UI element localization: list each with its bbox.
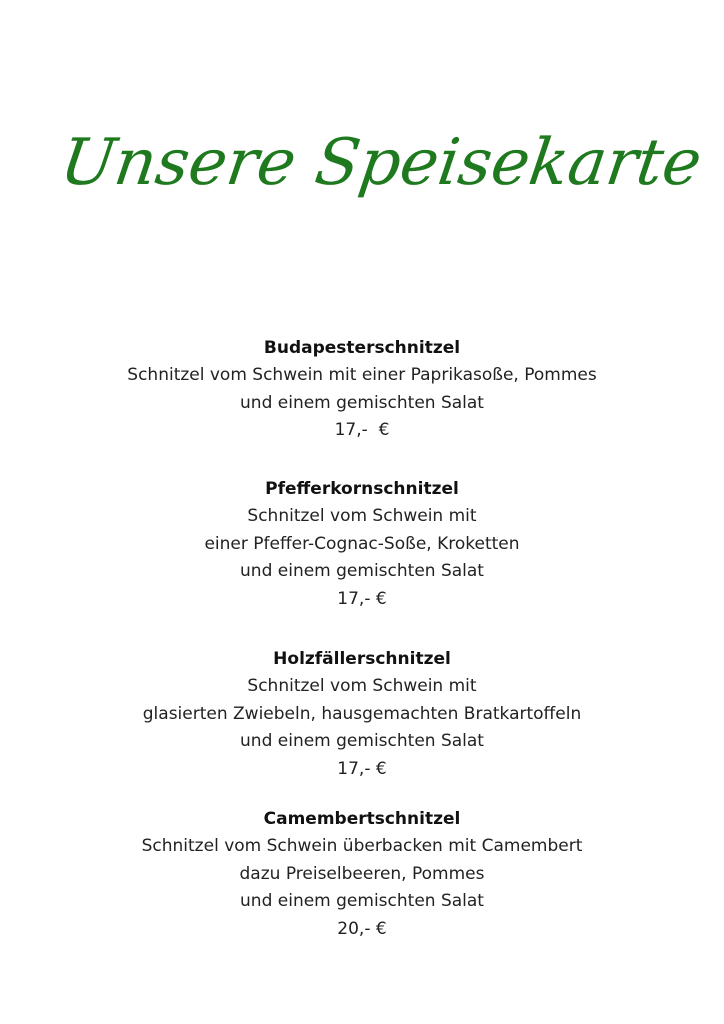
dish-description-line: und einem gemischten Salat [240,392,484,413]
dish-description-line: Schnitzel vom Schwein überbacken mit Camembert [141,836,583,856]
dish-description-line: Schnitzel vom Schwein mit [247,676,477,696]
dish-description-line: Schnitzel vom Schwein mit [247,506,477,526]
dish-name: Budapesterschnitzel [263,338,461,358]
dish-description-line: dazu Preiselbeeren, Pommes [239,863,485,884]
dish-description-line: und einem gemischten Salat [240,561,484,581]
menu-item-holzfaellerschnitzel [0,645,724,783]
menu-item-pfefferkornschnitzel [0,475,724,613]
dish-description-line: einer Pfeffer-Cognac-Soße, Kroketten [204,533,520,554]
dish-description-line: und einem gemischten Salat [240,731,484,751]
menu-item-camembertschnitzel [0,805,724,943]
dish-price: 17,- € [337,758,387,779]
dish-name: Holzfällerschnitzel [273,649,451,669]
dish-price: 17,- € [337,588,387,609]
page-title: Unsere Speisekarte [55,126,707,200]
dish-description-line: Schnitzel vom Schwein mit einer Paprikasoße, Pommes [127,365,597,385]
dish-description-line: glasierten Zwiebeln, hausgemachten Bratkartoffeln [142,703,582,724]
dish-price: 17,- € [334,420,390,440]
dish-description-line: und einem gemischten Salat [240,891,484,911]
dish-price: 20,- € [337,918,387,939]
dish-name: Pfefferkornschnitzel [265,479,459,499]
dish-name: Camembertschnitzel [263,809,461,829]
menu-item-budapesterschnitzel [0,334,724,445]
